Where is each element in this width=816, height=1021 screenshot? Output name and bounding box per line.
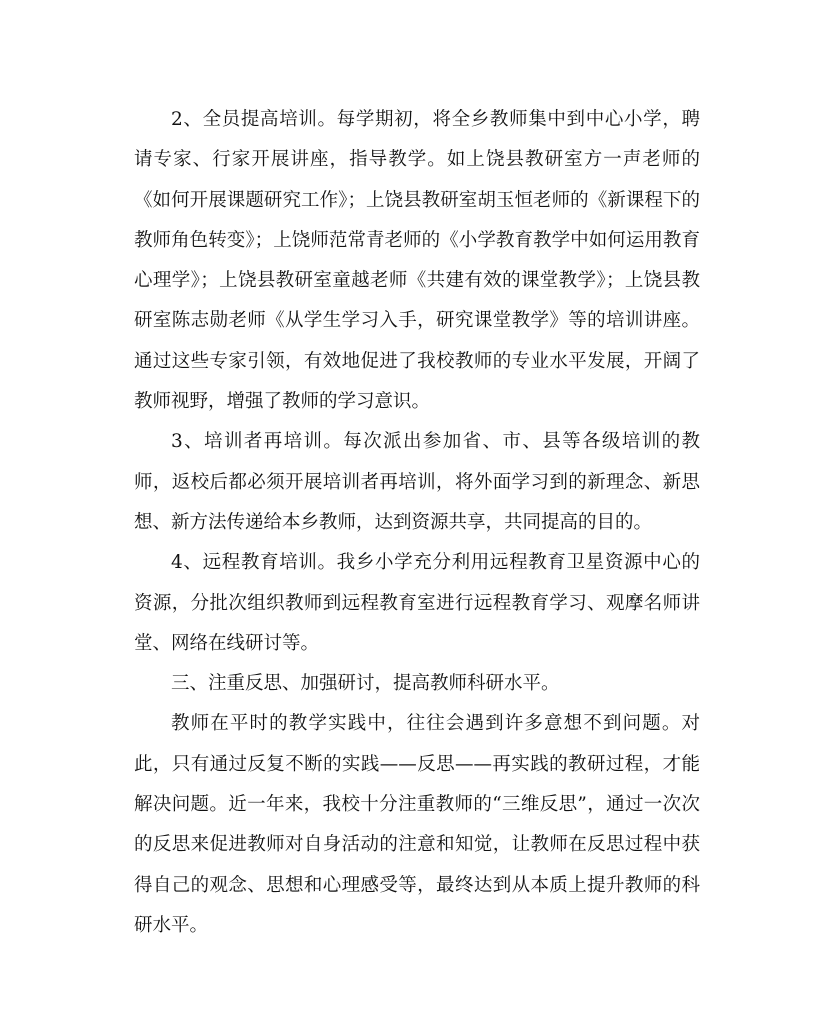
section-heading-reflection: 三、注重反思、加强研讨，提高教师科研水平。	[171, 673, 560, 695]
paragraph-trainer-retraining: 3、培训者再培训。每次派出参加省、市、县等各级培训的教师，返校后都必须开展培训者再培训，将外面学习到的新理念、新思想、新方法传递给本乡教师，达到资源共享，共同提高的目的。	[134, 431, 700, 533]
paragraph-full-staff-training: 2、全员提高培训。每学期初，将全乡教师集中到中心小学，聘请专家、行家开展讲座，指导教学。如上饶县教研室方一声老师的《如何开展课题研究工作》；上饶县教研室胡玉恒老师的《新课程下的教师角色转变》；上饶师范常青老师的《小学教育教学中如何运用教育心理学》；上饶县教研室童越老师《共建有效的课堂教学》；上饶县教研室陈志勋老师《从学生学习入手，研究课堂教学》等的培训讲座。通过这些专家引领，有效地促进了我校教师的专业水平发展，开阔了教师视野，增强了教师的学习意识。	[134, 109, 700, 413]
paragraph-teacher-reflection: 教师在平时的教学实践中，往往会遇到许多意想不到问题。对此，只有通过反复不断的实践——反思——再实践的教研过程，才能解决问题。近一年来，我校十分注重教师的“三维反思”，通过一次次的反思来促进教师对自身活动的注意和知觉，让教师在反思过程中获得自己的观念、思想和心理感受等，最终达到从本质上提升教师的科研水平。	[134, 713, 700, 936]
paragraph-distance-education: 4、远程教育培训。我乡小学充分利用远程教育卫星资源中心的资源，分批次组织教师到远程教育室进行远程教育学习、观摩名师讲堂、网络在线研讨等。	[134, 552, 700, 654]
document-body	[134, 100, 700, 946]
